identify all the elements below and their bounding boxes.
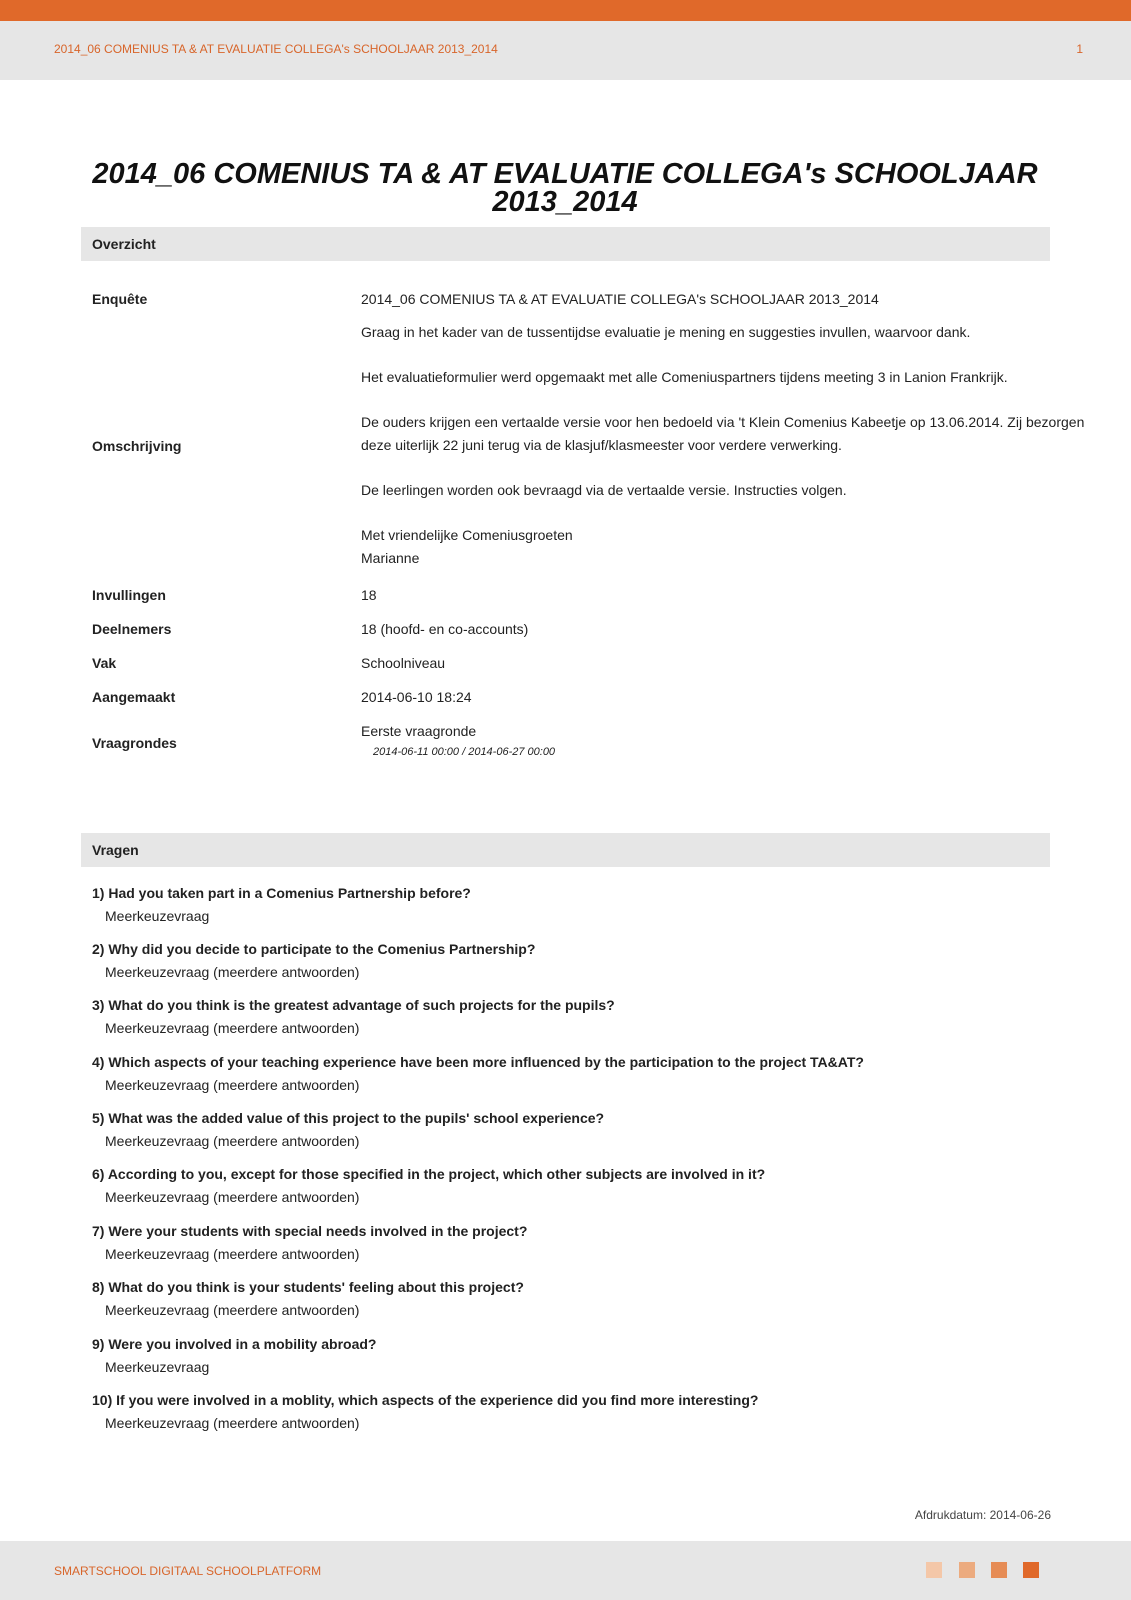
question-type: Meerkeuzevraag (meerdere antwoorden) (105, 1133, 360, 1149)
page-footer (0, 1541, 1131, 1600)
question-type: Meerkeuzevraag (meerdere antwoorden) (105, 964, 360, 980)
question-type: Meerkeuzevraag (meerdere antwoorden) (105, 1302, 360, 1318)
question-type: Meerkeuzevraag (meerdere antwoorden) (105, 1077, 360, 1093)
question-type: Meerkeuzevraag (meerdere antwoorden) (105, 1246, 360, 1262)
question-type: Meerkeuzevraag (meerdere antwoorden) (105, 1189, 360, 1205)
vraagrondes-label: Vraagrondes (92, 735, 177, 751)
page-title (60, 160, 1070, 216)
question-title: 2) Why did you decide to participate to the Comenius Partnership? (92, 941, 536, 957)
question-title: 6) According to you, except for those specified in the project, which other subjects are involved in it? (92, 1166, 766, 1182)
omschrijving-paragraph: Het evaluatieformulier werd opgemaakt met alle Comeniuspartners tijdens meeting 3 in Lanion Frankrijk. (361, 369, 1008, 385)
omschrijving-paragraph: De leerlingen worden ook bevraagd via de vertaalde versie. Instructies volgen. (361, 482, 847, 498)
header-document-label: 2014_06 COMENIUS TA & AT EVALUATIE COLLEGA's SCHOOLJAAR 2013_2014 (54, 42, 498, 56)
vraagronde-dates: 2014-06-11 00:00 / 2014-06-27 00:00 (373, 746, 556, 758)
footer-square-icon (926, 1562, 942, 1578)
footer-square-icon (991, 1562, 1007, 1578)
omschrijving-label: Omschrijving (92, 438, 182, 454)
question-type: Meerkeuzevraag (105, 1359, 210, 1375)
page-title-line-2: 2013_2014 (492, 186, 638, 218)
footer-square-icon (959, 1562, 975, 1578)
questions-section-header (81, 833, 1050, 867)
overview-section-header (81, 227, 1050, 261)
omschrijving-author: Marianne (361, 550, 420, 566)
top-accent-bar (0, 0, 1131, 21)
vraagronde-name: Eerste vraagronde (361, 723, 477, 739)
question-type: Meerkeuzevraag (105, 908, 210, 924)
page-number: 1 (1076, 42, 1083, 56)
page-title-line-1: 2014_06 COMENIUS TA & AT EVALUATIE COLLEGA's SCHOOLJAAR (92, 158, 1038, 190)
omschrijving-signoff (361, 524, 1101, 570)
deelnemers-label: Deelnemers (92, 621, 172, 637)
question-title: 10) If you were involved in a moblity, which aspects of the experience did you find more interesting? (92, 1392, 759, 1408)
vak-label: Vak (92, 655, 117, 671)
questions-section-title: Vragen (92, 842, 139, 858)
enquete-value: 2014_06 COMENIUS TA & AT EVALUATIE COLLEGA's SCHOOLJAAR 2013_2014 (361, 291, 879, 307)
print-date: Afdrukdatum: 2014-06-26 (914, 1508, 1051, 1522)
question-title: 5) What was the added value of this project to the pupils' school experience? (92, 1110, 605, 1126)
vak-value: Schoolniveau (361, 655, 446, 671)
invullingen-value: 18 (361, 587, 377, 603)
question-title: 4) Which aspects of your teaching experience have been more influenced by the participation to the project TA&AT? (92, 1054, 864, 1070)
aangemaakt-label: Aangemaakt (92, 689, 176, 705)
omschrijving-value (361, 321, 1101, 570)
omschrijving-paragraph: Graag in het kader van de tussentijdse evaluatie je mening en suggesties invullen, waarvoor dank. (361, 324, 971, 340)
question-title: 3) What do you think is the greatest advantage of such projects for the pupils? (92, 997, 615, 1013)
overview-section-title: Overzicht (92, 236, 156, 252)
footer-brand: SMARTSCHOOL DIGITAAL SCHOOLPLATFORM (54, 1564, 322, 1578)
question-type: Meerkeuzevraag (meerdere antwoorden) (105, 1415, 360, 1431)
question-title: 9) Were you involved in a mobility abroad? (92, 1336, 377, 1352)
omschrijving-greeting: Met vriendelijke Comeniusgroeten (361, 527, 573, 543)
deelnemers-value: 18 (hoofd- en co-accounts) (361, 621, 529, 637)
question-title: 8) What do you think is your students' feeling about this project? (92, 1279, 524, 1295)
question-type: Meerkeuzevraag (meerdere antwoorden) (105, 1020, 360, 1036)
question-title: 7) Were your students with special needs involved in the project? (92, 1223, 528, 1239)
question-title: 1) Had you taken part in a Comenius Partnership before? (92, 885, 471, 901)
omschrijving-paragraph: De ouders krijgen een vertaalde versie voor hen bedoeld via 't Klein Comenius Kabeetje op 13.06.2014. Zij bezorgen deze uiterlijk 22 juni terug via de klasjuf/klasmeester voor verdere verwerking. (361, 414, 1085, 453)
page-header (0, 21, 1131, 80)
footer-square-icon (1023, 1562, 1039, 1578)
invullingen-label: Invullingen (92, 587, 166, 603)
enquete-label: Enquête (92, 291, 148, 307)
aangemaakt-value: 2014-06-10 18:24 (361, 689, 472, 705)
